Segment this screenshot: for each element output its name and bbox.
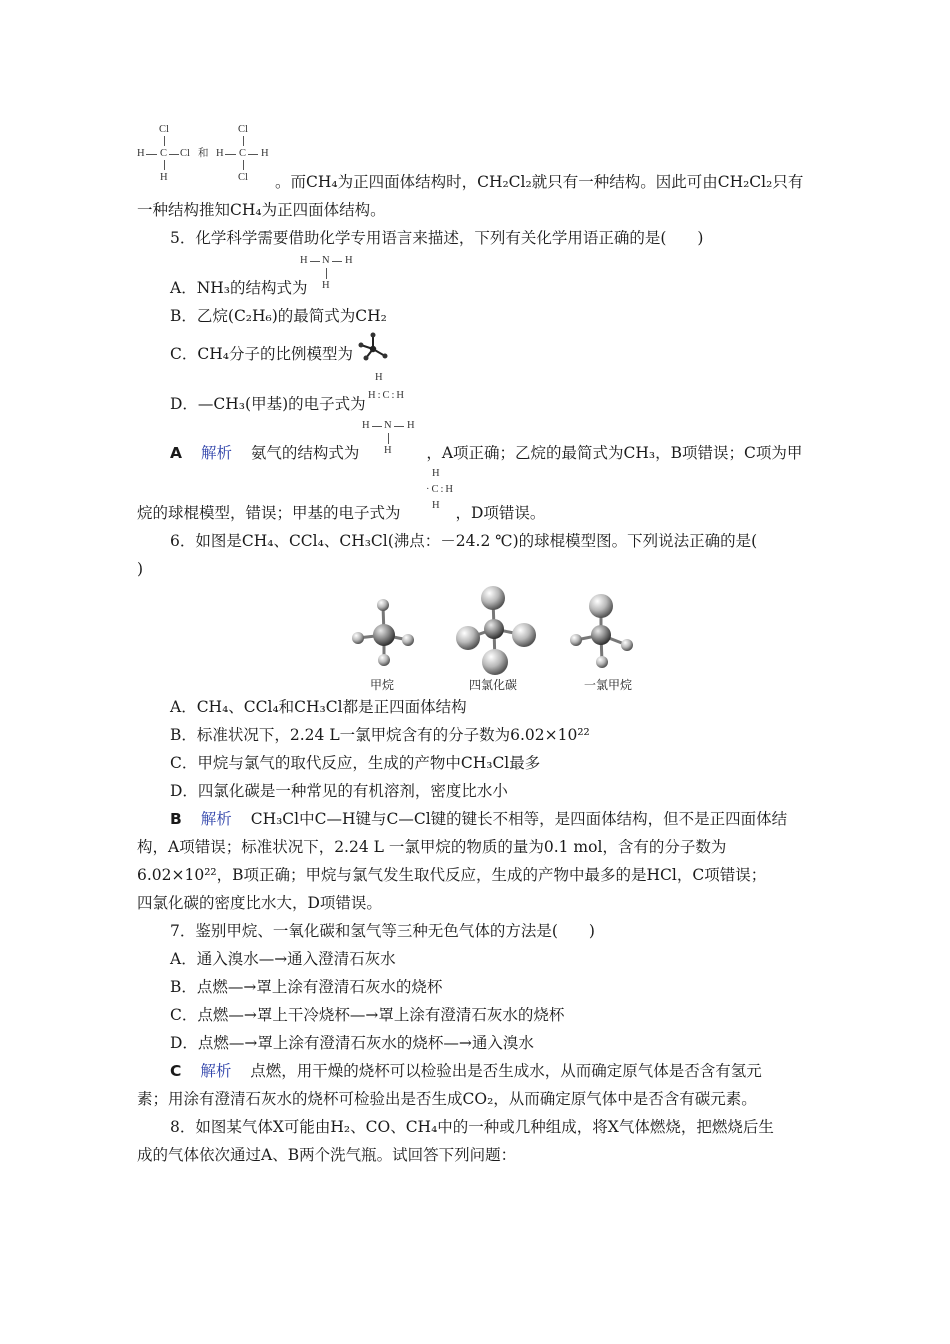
atom-row: H:C:H <box>368 390 407 401</box>
atom: Cl <box>159 124 169 135</box>
option-5d: D．—CH₃(甲基)的电子式为 <box>170 395 366 413</box>
atom-row: ·C:H <box>426 484 455 495</box>
option-7a: A．通入溴水—→通入澄清石灰水 <box>170 950 396 968</box>
option-6a: A．CH₄、CCl₄和CH₃Cl都是正四面体结构 <box>170 698 467 716</box>
explanation-text: 氨气的结构式为 <box>250 444 360 462</box>
dichloromethane-structure-1 <box>137 124 197 186</box>
question-6-stem-cont: ) <box>137 560 144 578</box>
jiexi-label: 解析 <box>200 444 232 462</box>
explanation-text: 点燃，用干燥的烧杯可以检验出是否生成水，从而确定原气体是否含有氢元 <box>250 1062 762 1080</box>
option-7c: C．点燃—→罩上干冷烧杯—→罩上涂有澄清石灰水的烧杯 <box>170 1006 565 1024</box>
atom: H <box>300 255 308 266</box>
atom: H <box>362 420 370 431</box>
atom: H <box>375 372 383 383</box>
jiexi-label: 解析 <box>200 810 232 828</box>
explanation-text: ，D项错误。 <box>455 504 546 522</box>
atom: H <box>407 420 415 431</box>
ball-stick-models-figure <box>340 580 670 680</box>
option-7d: D．点燃—→罩上涂有澄清石灰水的烧杯—→通入溴水 <box>170 1034 534 1052</box>
answer-5-line2 <box>137 503 817 523</box>
question-8-line2: 成的气体依次通过A、B两个洗气瓶。试回答下列问题： <box>137 1146 517 1164</box>
question-5-stem: 5．化学科学需要借助化学专用语言来描述，下列有关化学用语正确的是( ) <box>170 229 704 247</box>
paragraph-line: 一种结构推知CH₄为正四面体结构。 <box>137 201 386 219</box>
atom: Cl <box>180 148 190 159</box>
atom: N <box>322 255 330 266</box>
question-8-line1: 8．如图某气体X可能由H₂、CO、CH₄中的一种或几种组成，将X气体燃烧，把燃烧后生 <box>170 1118 774 1136</box>
answer-7-line1 <box>170 1061 850 1081</box>
option-5c: C．CH₄分子的比例模型为 <box>170 345 353 363</box>
option-6b: B．标准状况下，2.24 L一氯甲烷含有的分子数为6.02×10²² <box>170 726 590 744</box>
atom: H <box>432 468 440 479</box>
answer-letter: C <box>170 1062 182 1080</box>
atom: H <box>160 172 168 183</box>
answer-6-line3: 6.02×10²²，B项正确；甲烷与氯气发生取代反应，生成的产物中最多的是HCl，C项错误； <box>137 866 767 884</box>
atom: H <box>432 500 440 511</box>
option-5b: B．乙烷(C₂H₆)的最简式为CH₂ <box>170 307 387 325</box>
answer-letter: B <box>170 810 182 828</box>
answer-5-line1 <box>170 443 850 463</box>
explanation-text: CH₃Cl中C—H键与C—Cl键的键长不相等，是四面体结构，但不是正四面体结 <box>250 810 788 828</box>
option-5a: A．NH₃的结构式为 <box>170 279 308 297</box>
question-7-stem: 7．鉴别甲烷、一氧化碳和氢气等三种无色气体的方法是( ) <box>170 922 595 940</box>
answer-6-line2: 构，A项错误；标准状况下，2.24 L 一氯甲烷的物质的量为0.1 mol，含有的分子数为 <box>137 838 727 856</box>
option-7b: B．点燃—→罩上涂有澄清石灰水的烧杯 <box>170 978 443 996</box>
atom: H <box>322 280 330 291</box>
answer-6-line4: 四氯化碳的密度比水大，D项错误。 <box>137 894 382 912</box>
caption-ch3cl: 一氯甲烷 <box>584 678 633 692</box>
dichloromethane-structure-2 <box>216 124 276 186</box>
atom: Cl <box>238 124 248 135</box>
atom: H <box>345 255 353 266</box>
option-6d: D．四氯化碳是一种常见的有机溶剂，密度比水小 <box>170 782 508 800</box>
atom: C <box>160 148 168 159</box>
atom: C <box>239 148 247 159</box>
atom: H <box>216 148 224 159</box>
answer-7-line2: 素；用涂有澄清石灰水的烧杯可检验出是否生成CO₂，从而确定原气体中是否含有碳元素。 <box>137 1090 757 1108</box>
answer-6-line1 <box>170 809 850 829</box>
atom: N <box>384 420 392 431</box>
atom: H <box>137 148 145 159</box>
answer-letter: A <box>170 444 182 462</box>
caption-methane: 甲烷 <box>370 678 395 692</box>
explanation-text: 烷的球棍模型，错误；甲基的电子式为 <box>137 504 401 522</box>
conjunction-he: 和 <box>198 148 209 159</box>
question-6-stem: 6．如图是CH₄、CCl₄、CH₃Cl(沸点：－24.2 ℃)的球棍模型图。下列说法正确的是( <box>170 532 758 550</box>
option-6c: C．甲烷与氯气的取代反应，生成的产物中CH₃Cl最多 <box>170 754 541 772</box>
atom: Cl <box>238 172 248 183</box>
atom: H <box>261 148 269 159</box>
atom: H <box>384 445 392 456</box>
explanation-text: ，A项正确；乙烷的最简式为CH₃，B项错误；C项为甲 <box>426 444 803 462</box>
jiexi-label: 解析 <box>200 1062 232 1080</box>
ch4-ball-stick-icon <box>356 332 390 362</box>
paragraph-line: 。而CH₄为正四面体结构时，CH₂Cl₂就只有一种结构。因此可由CH₂Cl₂只有 <box>275 173 804 191</box>
caption-ccl4: 四氯化碳 <box>469 678 518 692</box>
